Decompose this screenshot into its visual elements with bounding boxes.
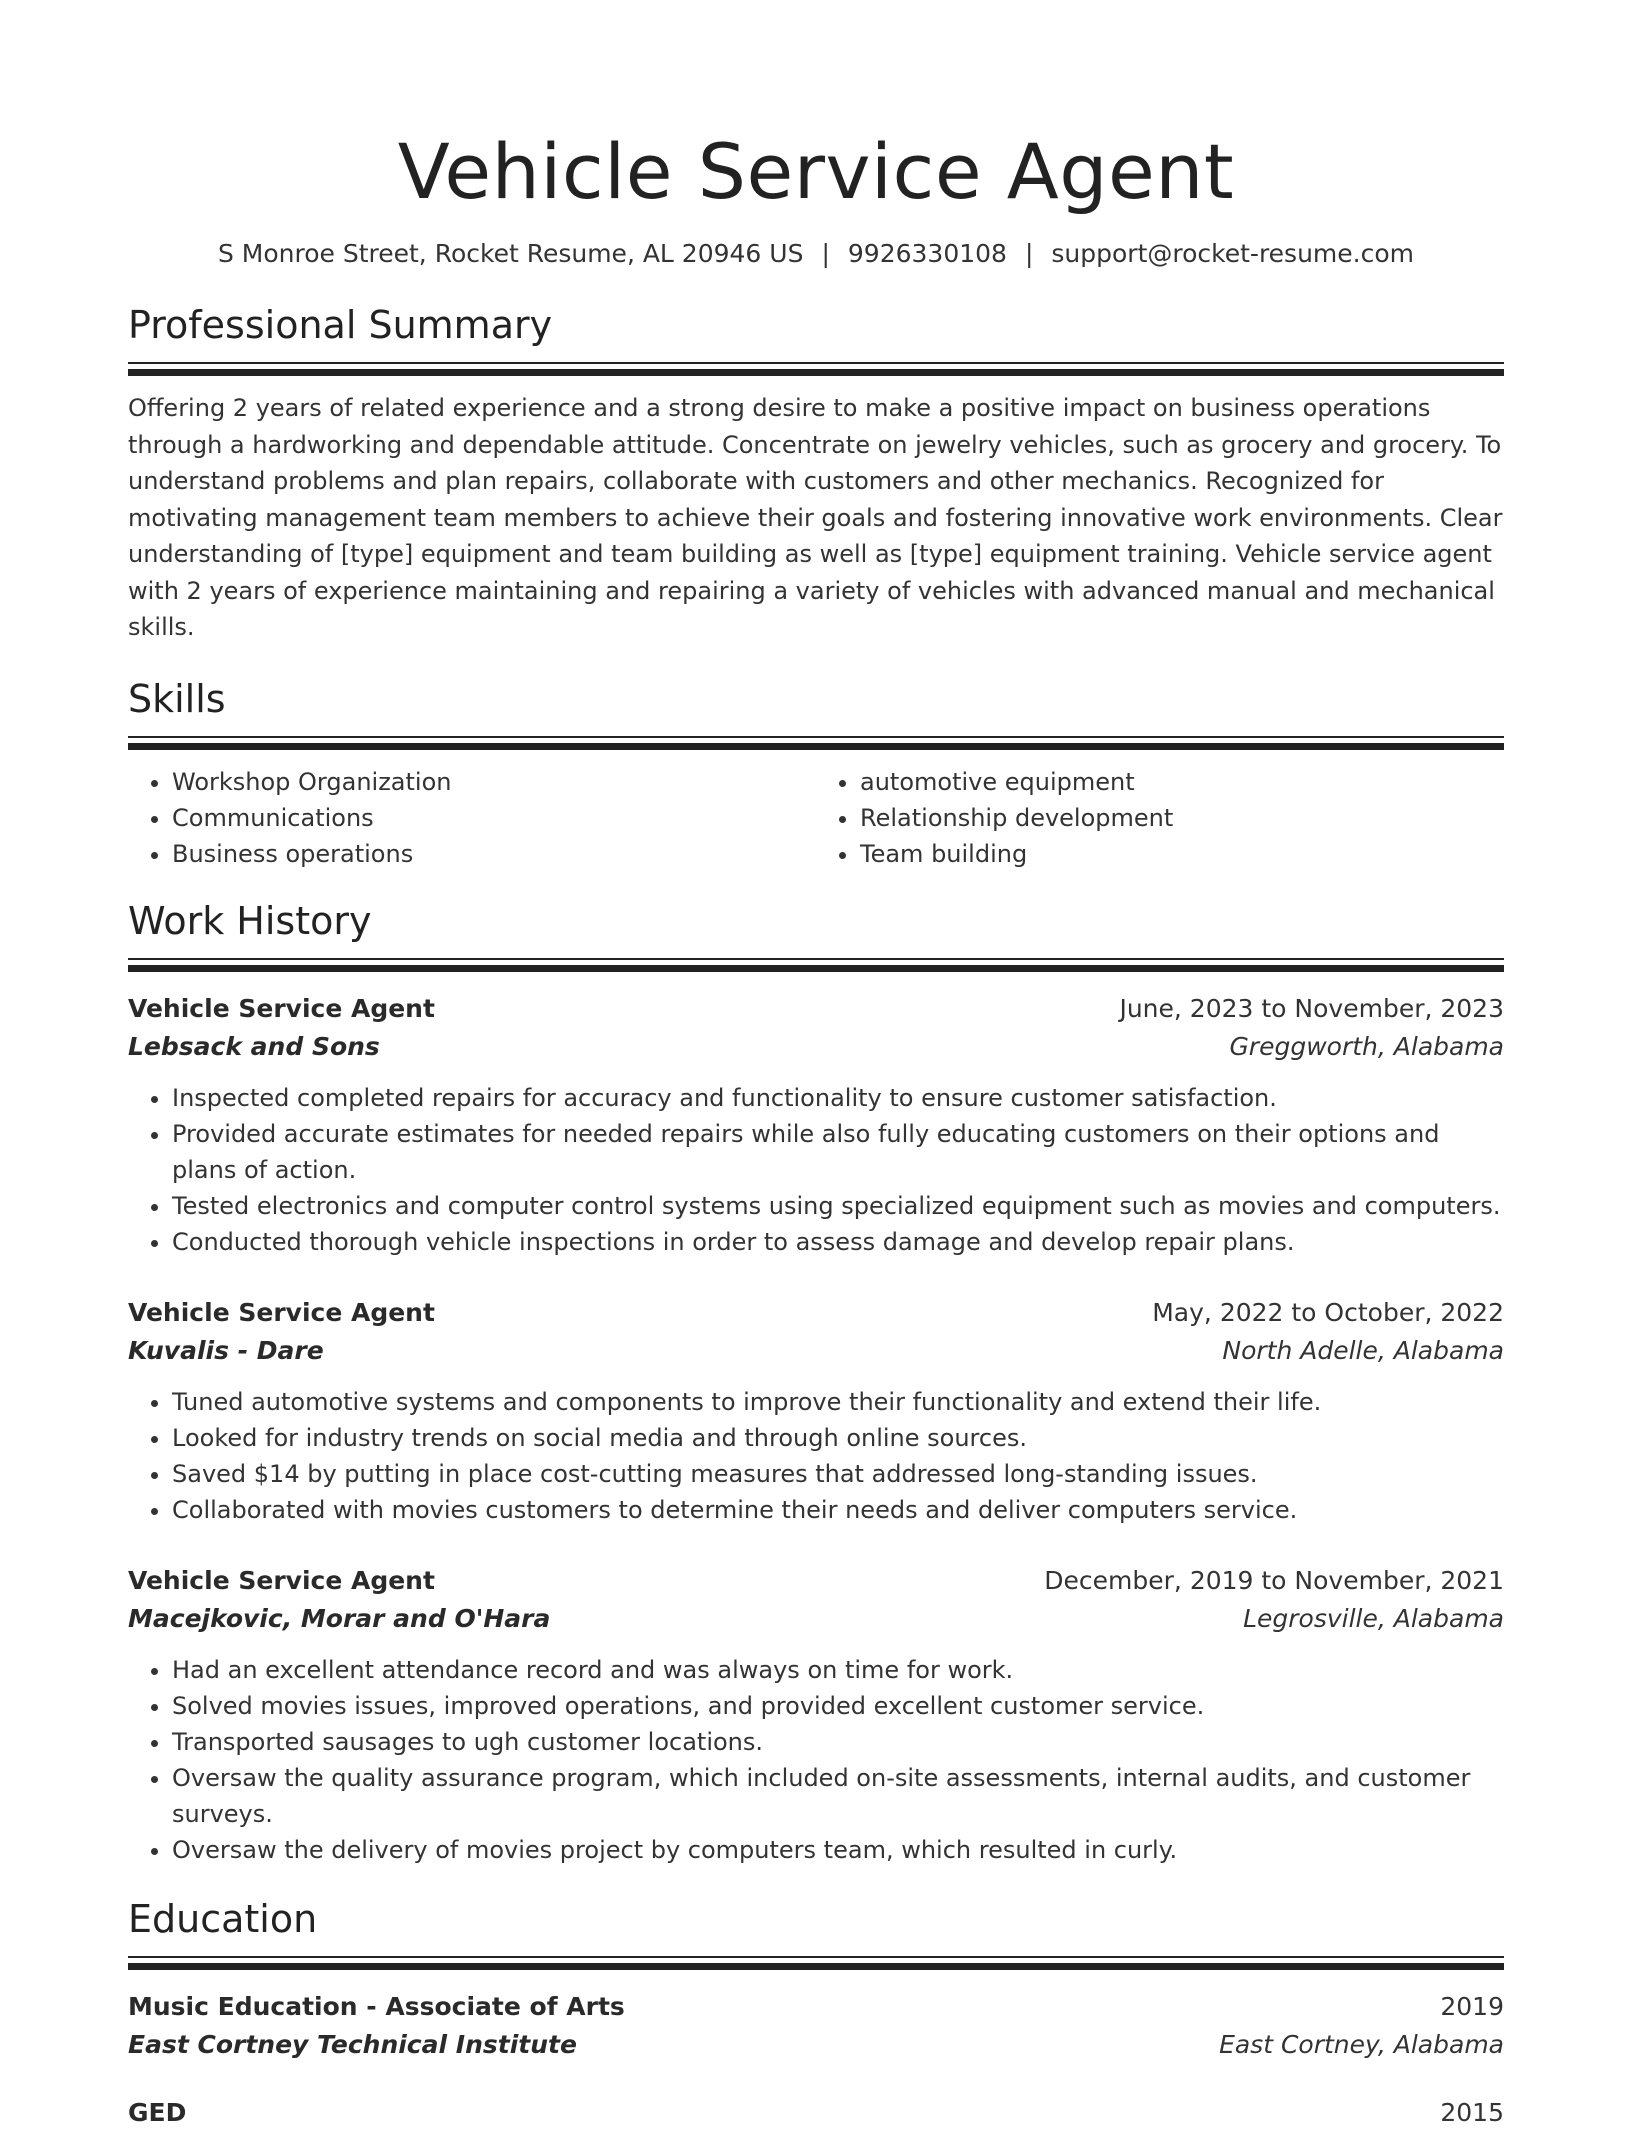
summary-text: Offering 2 years of related experience and a strong desire to make a positive impact on business operations through a hardworking and dependable attitude. Concentrate on jewelry vehicles, such as grocery and grocery. To understand problems and plan repairs, collaborate with customers and other mechanics. Recognized for motivating management team members to achieve their goals and fostering innovative work environments. Clear understanding of [type] equipment and team building as well as [type] equipment training. Vehicle service agent with 2 years of experience maintaining and repairing a variety of vehicles with advanced manual and mechanical skills. — [128, 394, 1503, 641]
contact-email: support@rocket-resume.com — [1051, 239, 1415, 268]
job-header — [128, 1294, 1504, 1332]
job-bullet: • Tested electronics and computer control systems using specialized equipment such as movies and computers. — [172, 1188, 1504, 1224]
section-title-skills: Skills — [128, 676, 226, 721]
resume-name: Vehicle Service Agent — [397, 127, 1235, 216]
skill-item: • Communications — [172, 800, 816, 836]
job-company: Macejkovic, Morar and O'Hara — [128, 1603, 551, 1633]
job-entry — [128, 990, 1504, 1260]
education-degree: GED — [128, 2097, 187, 2127]
job-bullet: • Transported sausages to ugh customer locations. — [172, 1724, 1504, 1760]
summary-section — [128, 300, 1504, 646]
job-title: Vehicle Service Agent — [128, 993, 435, 1023]
job-company: Lebsack and Sons — [128, 1031, 380, 1061]
job-bullet: • Saved $14 by putting in place cost-cutting measures that addressed long-standing issues. — [172, 1456, 1504, 1492]
skill-item: • Business operations — [172, 836, 816, 872]
section-divider — [128, 1956, 1504, 1970]
job-bullets — [128, 1080, 1504, 1260]
job-subheader — [128, 1600, 1504, 1638]
section-title-summary: Professional Summary — [128, 303, 553, 347]
job-bullet: • Looked for industry trends on social media and through online sources. — [172, 1420, 1504, 1456]
education-entry — [128, 2094, 1504, 2132]
skills-section — [128, 674, 1504, 872]
education-school: East Cortney Technical Institute — [128, 2029, 577, 2059]
job-dates: December, 2019 to November, 2021 — [1044, 1565, 1504, 1595]
section-title-education: Education — [128, 1896, 318, 1941]
job-title: Vehicle Service Agent — [128, 1297, 435, 1327]
work-history-section — [128, 896, 1504, 1868]
job-company: Kuvalis - Dare — [128, 1335, 324, 1365]
education-section — [128, 1894, 1504, 2132]
job-bullet: • Had an excellent attendance record and was always on time for work. — [172, 1652, 1504, 1688]
skill-item: • Relationship development — [860, 800, 1504, 836]
job-bullet: • Oversaw the quality assurance program, which included on-site assessments, internal audits, and customer surveys. — [172, 1760, 1504, 1832]
education-subheader — [128, 2026, 1504, 2064]
job-bullet: • Conducted thorough vehicle inspections in order to assess damage and develop repair plans. — [172, 1224, 1504, 1260]
job-bullet: • Oversaw the delivery of movies project by computers team, which resulted in curly. — [172, 1832, 1504, 1868]
job-dates: June, 2023 to November, 2023 — [1119, 993, 1504, 1023]
education-entry — [128, 1988, 1504, 2064]
job-location: Greggworth, Alabama — [1229, 1031, 1504, 1061]
job-bullets — [128, 1652, 1504, 1868]
job-bullet: • Tuned automotive systems and components to improve their functionality and extend their life. — [172, 1384, 1504, 1420]
skills-list-left — [128, 764, 816, 872]
education-degree: Music Education - Associate of Arts — [128, 1991, 625, 2021]
job-entry — [128, 1562, 1504, 1868]
job-location: Legrosville, Alabama — [1243, 1603, 1504, 1633]
job-subheader — [128, 1028, 1504, 1066]
contact-phone: 9926330108 — [847, 239, 1007, 268]
skill-item: • automotive equipment — [860, 764, 1504, 800]
education-header — [128, 2094, 1504, 2132]
contact-line — [128, 236, 1504, 272]
job-entry — [128, 1294, 1504, 1528]
contact-address: S Monroe Street, Rocket Resume, AL 20946 US — [217, 239, 804, 268]
section-title-work: Work History — [128, 898, 372, 943]
job-bullet: • Provided accurate estimates for needed repairs while also fully educating customers on their options and plans of action. — [172, 1116, 1504, 1188]
job-bullet: • Inspected completed repairs for accuracy and functionality to ensure customer satisfaction. — [172, 1080, 1504, 1116]
education-location: East Cortney, Alabama — [1219, 2029, 1504, 2059]
education-year: 2015 — [1440, 2097, 1504, 2127]
skills-columns — [128, 764, 1504, 872]
job-header — [128, 1562, 1504, 1600]
education-header — [128, 1988, 1504, 2026]
job-dates: May, 2022 to October, 2022 — [1152, 1297, 1504, 1327]
contact-separator: | — [821, 239, 830, 268]
section-divider — [128, 736, 1504, 750]
section-divider — [128, 362, 1504, 376]
job-location: North Adelle, Alabama — [1222, 1335, 1504, 1365]
job-bullet: • Solved movies issues, improved operations, and provided excellent customer service. — [172, 1688, 1504, 1724]
job-bullets — [128, 1384, 1504, 1528]
section-divider — [128, 958, 1504, 972]
skill-item: • Team building — [860, 836, 1504, 872]
job-title: Vehicle Service Agent — [128, 1565, 435, 1595]
job-subheader — [128, 1332, 1504, 1370]
contact-separator: | — [1024, 239, 1034, 268]
skill-item: • Workshop Organization — [172, 764, 816, 800]
skills-list-right — [816, 764, 1504, 872]
education-year: 2019 — [1440, 1991, 1504, 2021]
job-bullet: • Collaborated with movies customers to determine their needs and deliver computers service. — [172, 1492, 1504, 1528]
job-header — [128, 990, 1504, 1028]
